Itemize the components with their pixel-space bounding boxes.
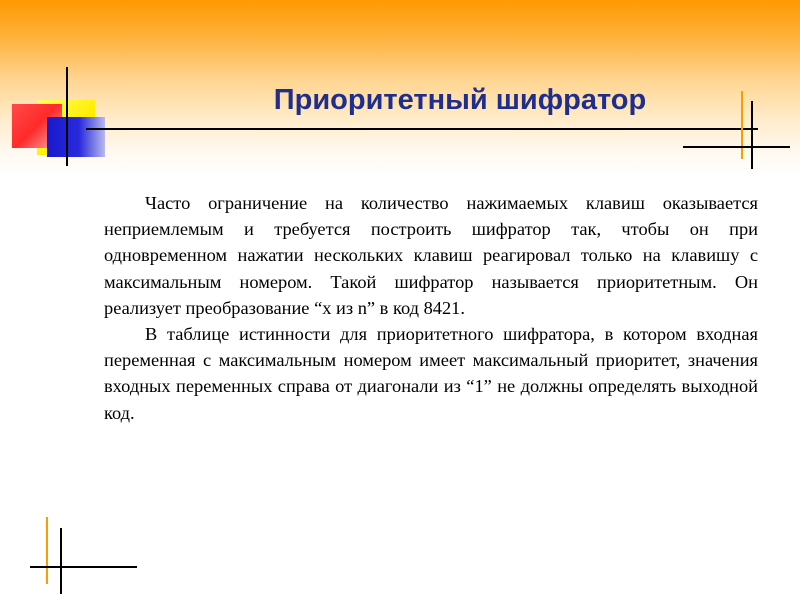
slide-body — [104, 190, 758, 426]
decor-orange-vertical-bottom — [46, 517, 48, 584]
paragraph-2: В таблице истинности для приоритетного шифратора, в котором входная переменная с максимальным номером имеет максимальный приоритет, значения входных переменных справа от диагонали из “1” не должны определять выходной код. — [104, 324, 758, 423]
decor-black-vertical-right — [751, 101, 753, 169]
decor-blue-square — [47, 117, 105, 157]
slide-title: Приоритетный шифратор — [273, 84, 647, 116]
decor-vertical-line — [66, 67, 68, 166]
decor-black-vertical-bottom — [60, 528, 62, 594]
paragraph-1: Часто ограничение на количество нажимаемых клавиш оказывается неприемлемым и требуется построить шифратор так, чтобы он при одновременном нажатии нескольких клавиш реагировал только на клавишу с максимальным номером. Такой шифратор называется приоритетным. Он реализует преобразование “x из n” в код 8421. — [104, 193, 758, 318]
decor-orange-vertical-right — [741, 91, 743, 159]
title-underline — [86, 128, 758, 130]
decor-black-horizontal-right — [683, 146, 790, 148]
decor-black-horizontal-bottom — [30, 566, 137, 568]
